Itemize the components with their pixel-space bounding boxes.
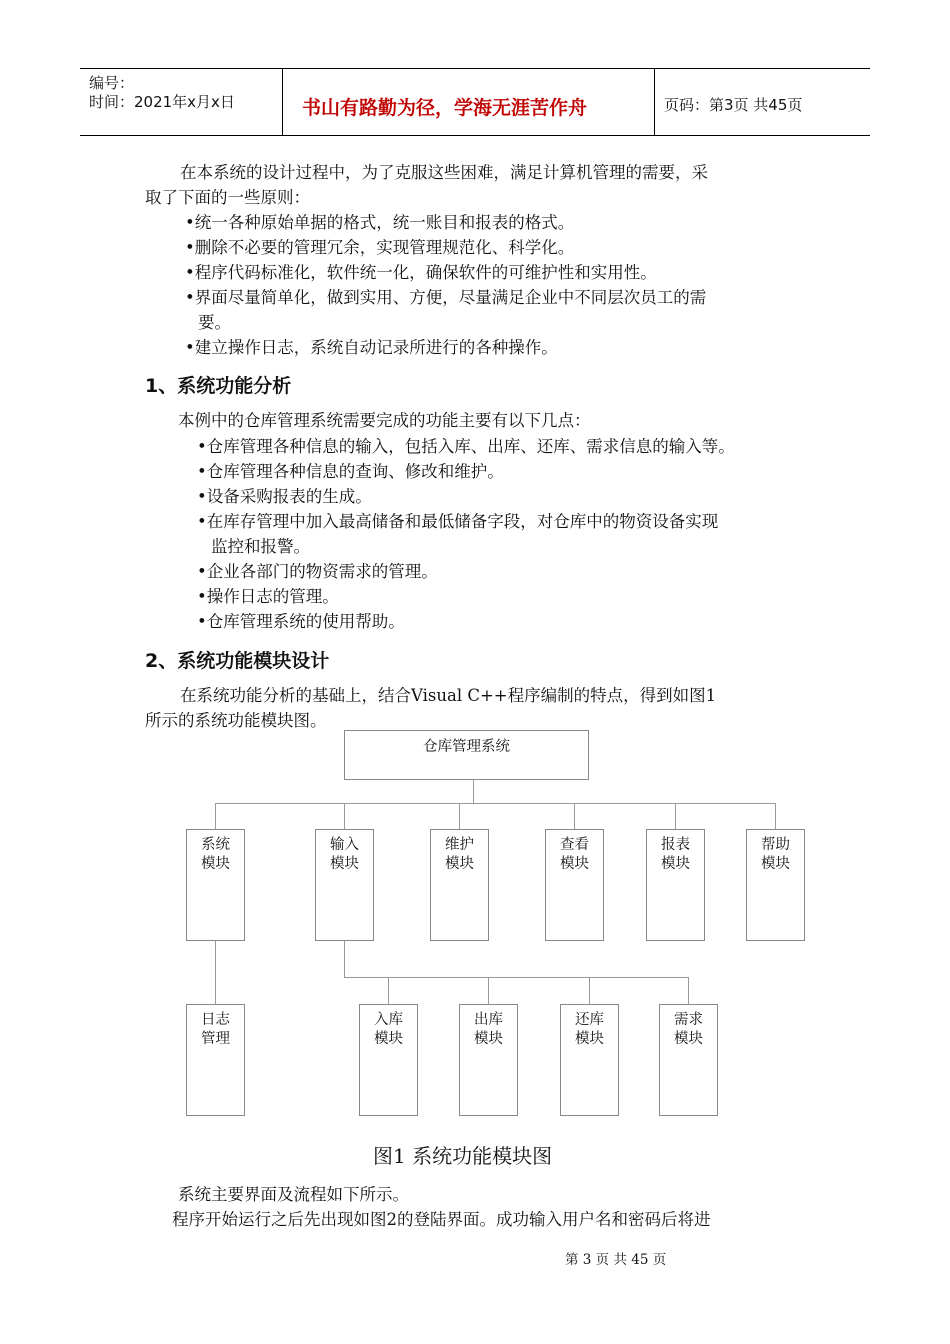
- stock-in-module-box: [359, 1004, 418, 1116]
- input-module-box: [315, 829, 374, 941]
- module-label: 出库 模块: [474, 1012, 503, 1047]
- page-label: 页码：第3页 共45页: [664, 96, 803, 114]
- doc-number-label: 编号：: [89, 74, 135, 92]
- intro-line-2: 取了下面的一些原则：: [145, 188, 310, 207]
- page-footer: 第 3 页 共 45 页: [565, 1252, 667, 1268]
- help-module-box: [746, 829, 805, 941]
- section-1-bullet: •设备采购报表的生成。: [197, 487, 372, 506]
- connector-input-module: [344, 803, 345, 830]
- intro-line-1: 在本系统的设计过程中，为了克服这些困难，满足计算机管理的需要，采: [180, 163, 708, 182]
- root-label: 仓库管理系统: [423, 739, 510, 755]
- header-motto: 书山有路勤为径，学海无涯苦作舟: [302, 97, 588, 119]
- intro-bullet: •建立操作日志，系统自动记录所进行的各种操作。: [185, 338, 558, 357]
- section-1-bullet: •仓库管理各种信息的查询、修改和维护。: [197, 462, 504, 481]
- intro-bullet: •删除不必要的管理冗余，实现管理规范化、科学化。: [185, 238, 575, 257]
- figure-caption: 图1 系统功能模块图: [373, 1144, 553, 1168]
- module-label: 报表 模块: [661, 837, 690, 872]
- header-divider-left: [282, 68, 283, 136]
- connector-input-down: [344, 941, 345, 978]
- stock-out-module-box: [459, 1004, 518, 1116]
- module-label: 系统 模块: [201, 837, 230, 872]
- module-label: 维护 模块: [445, 837, 474, 872]
- section-1-bullet-continuation: 监控和报警。: [211, 537, 310, 556]
- connector-help-module: [775, 803, 776, 830]
- view-module-box: [545, 829, 604, 941]
- module-label: 入库 模块: [374, 1012, 403, 1047]
- connector-demand: [688, 977, 689, 1004]
- intro-bullet: •界面尽量简单化，做到实用、方便，尽量满足企业中不同层次员工的需: [185, 288, 707, 307]
- report-module-box: [646, 829, 705, 941]
- header-bottom-rule: [80, 135, 870, 136]
- intro-bullet: •程序代码标准化，软件统一化，确保软件的可维护性和实用性。: [185, 263, 657, 282]
- section-1-bullet: •在库存管理中加入最高储备和最低储备字段，对仓库中的物资设备实现: [197, 512, 719, 531]
- connector-maintain-module: [459, 803, 460, 830]
- section-2-line-1: 在系统功能分析的基础上，结合Visual C++程序编制的特点，得到如图1: [180, 686, 717, 705]
- connector-report-module: [675, 803, 676, 830]
- log-management-box: [186, 1004, 245, 1116]
- connector-stock-in: [388, 977, 389, 1004]
- tail-line-2: 程序开始运行之后先出现如图2的登陆界面。成功输入用户名和密码后将进: [172, 1210, 711, 1229]
- module-label: 输入 模块: [330, 837, 359, 872]
- intro-bullet: •统一各种原始单据的格式，统一账目和报表的格式。: [185, 213, 575, 232]
- maintain-module-box: [430, 829, 489, 941]
- connector-root-down: [473, 780, 474, 804]
- system-module-box: [186, 829, 245, 941]
- module-label: 查看 模块: [560, 837, 589, 872]
- connector-log: [215, 941, 216, 1004]
- module-label: 需求 模块: [674, 1012, 703, 1047]
- section-2-line-2: 所示的系统功能模块图。: [145, 711, 327, 730]
- section-1-lead: 本例中的仓库管理系统需要完成的功能主要有以下几点：: [178, 411, 591, 430]
- connector-system-module: [215, 803, 216, 830]
- section-1-bullet: •仓库管理各种信息的输入，包括入库、出库、还库、需求信息的输入等。: [197, 437, 735, 456]
- module-label: 还库 模块: [575, 1012, 604, 1047]
- root-box: [344, 730, 589, 780]
- section-2-heading: 2、系统功能模块设计: [145, 650, 330, 672]
- connector-return: [589, 977, 590, 1004]
- demand-module-box: [659, 1004, 718, 1116]
- header-divider-right: [654, 68, 655, 136]
- section-1-bullet: •操作日志的管理。: [197, 587, 339, 606]
- return-module-box: [560, 1004, 619, 1116]
- connector-input-bus: [344, 977, 689, 978]
- connector-stock-out: [488, 977, 489, 1004]
- section-1-bullet: •企业各部门的物资需求的管理。: [197, 562, 438, 581]
- section-1-bullet: •仓库管理系统的使用帮助。: [197, 612, 405, 631]
- tail-line-1: 系统主要界面及流程如下所示。: [178, 1185, 409, 1204]
- connector-module-bus: [215, 803, 776, 804]
- connector-view-module: [574, 803, 575, 830]
- header-top-rule: [80, 68, 870, 69]
- section-1-heading: 1、系统功能分析: [145, 375, 292, 397]
- module-label: 日志 管理: [201, 1012, 230, 1047]
- date-label: 时间：2021年x月x日: [89, 93, 235, 111]
- module-label: 帮助 模块: [761, 837, 790, 872]
- intro-bullet-continuation: 要。: [198, 313, 231, 332]
